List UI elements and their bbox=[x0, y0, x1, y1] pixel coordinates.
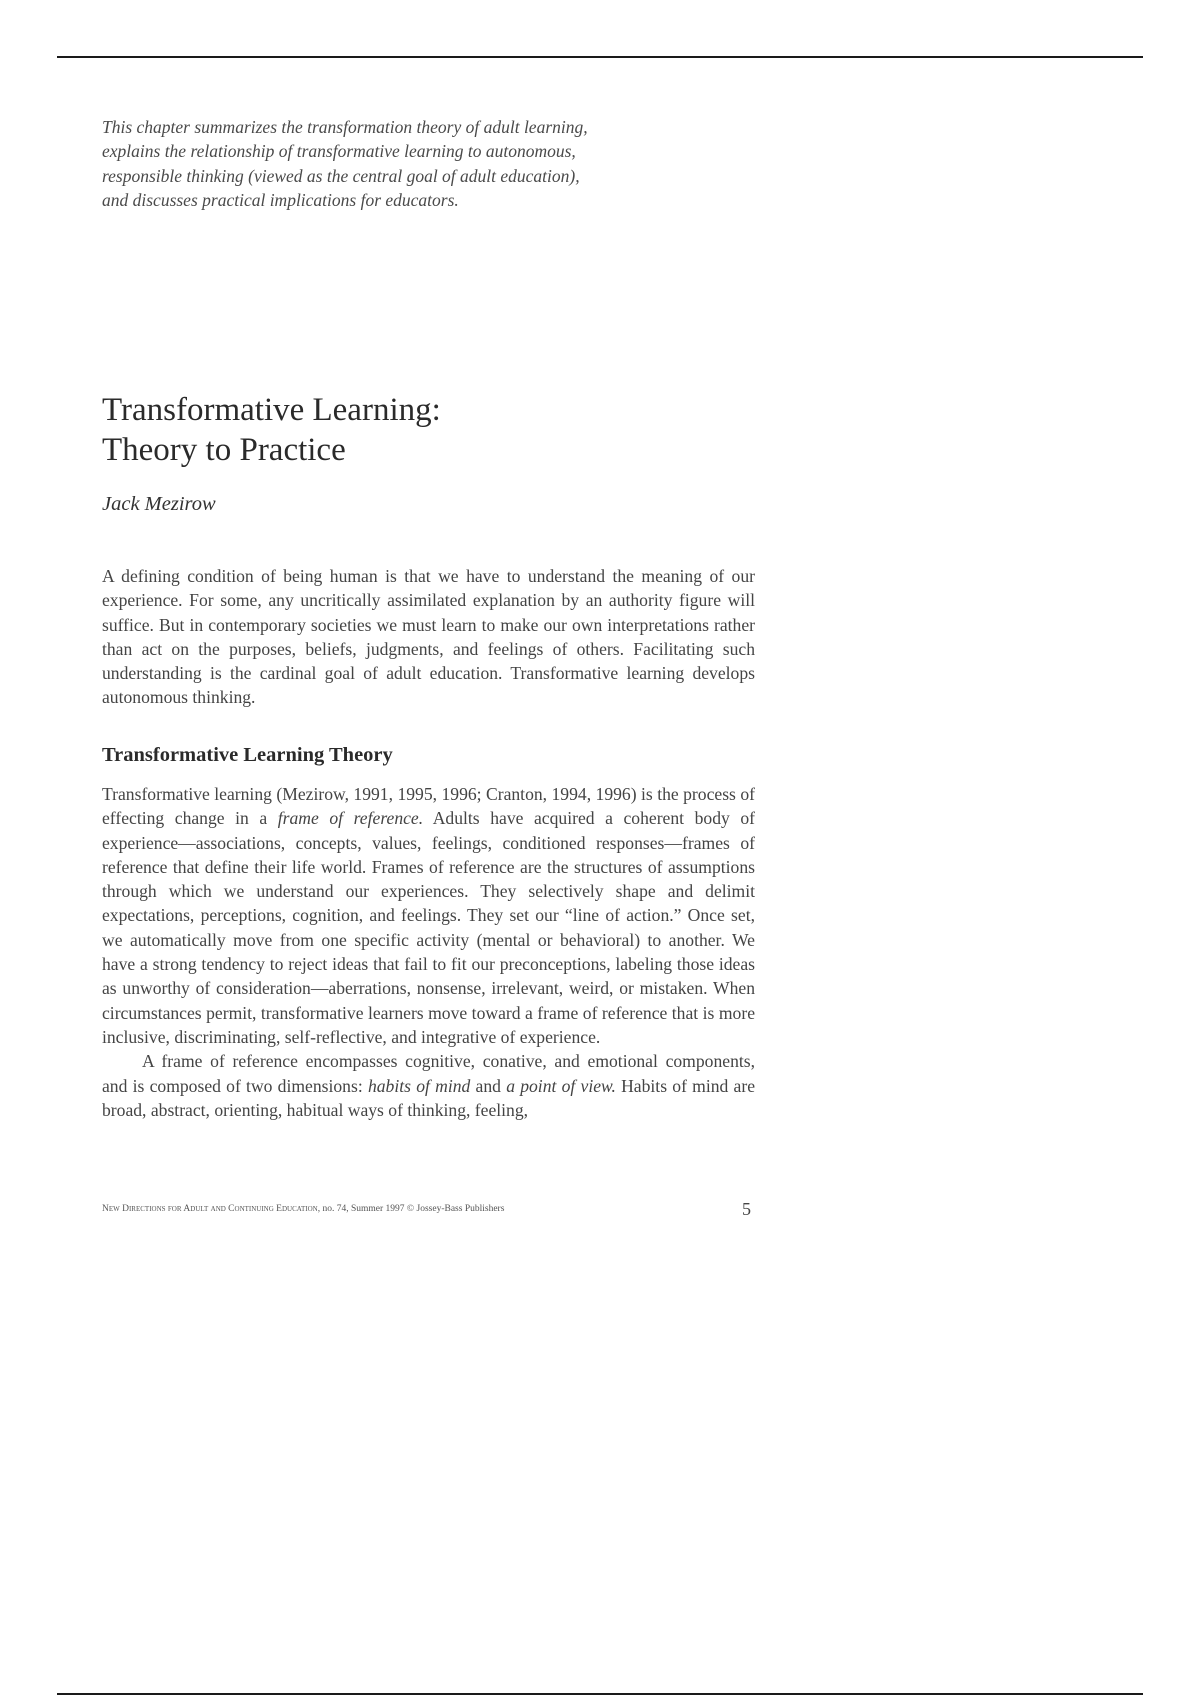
body-text-run: Transformative learning (Mezirow, 1991, 1995, 1996; Cranton, 1994, 1996) is the process of effecting change in a bbox=[102, 784, 755, 829]
body-paragraph-2 bbox=[102, 1049, 755, 1122]
title-line-1: Transformative Learning: bbox=[102, 392, 441, 428]
section-heading: Transformative Learning Theory bbox=[102, 744, 393, 766]
abstract-line: and discusses practical implications for educators. bbox=[102, 190, 459, 211]
page-number: 5 bbox=[742, 1199, 751, 1219]
body-text-run: and bbox=[470, 1075, 507, 1096]
abstract-line: This chapter summarizes the transformation theory of adult learning, bbox=[102, 117, 588, 137]
abstract-line: explains the relationship of transformative learning to autonomous, bbox=[102, 141, 576, 162]
body-emphasis: a point of view. bbox=[506, 1075, 616, 1096]
title-line-2: Theory to Practice bbox=[102, 432, 346, 468]
author-name: Jack Mezirow bbox=[102, 493, 216, 515]
chapter-abstract bbox=[102, 115, 662, 213]
body-emphasis: habits of mind bbox=[367, 1075, 471, 1096]
abstract-line: responsible thinking (viewed as the central goal of adult education), bbox=[102, 165, 580, 186]
intro-paragraph bbox=[102, 564, 755, 710]
intro-text: A defining condition of being human is that we have to understand the meaning of our experience. For some, any uncritically assimilated explanation by an authority figure will suffice. But in contemporary societies we must learn to make our own interpretations rather than act on the purposes, beliefs, judgments, and feelings of others. Facilitating such understanding is the cardinal goal of adult education. Transformative learning develops autonomous thinking. bbox=[102, 566, 755, 708]
body-emphasis: frame of reference. bbox=[277, 808, 424, 829]
journal-name: New Directions for Adult and Continuing Education, bbox=[102, 1204, 321, 1214]
top-rule bbox=[57, 56, 1143, 58]
chapter-title bbox=[102, 390, 755, 470]
section-body bbox=[102, 782, 755, 1122]
body-text-run: Habits of mind are broad, abstract, orienting, habitual ways of thinking, feeling, bbox=[102, 1075, 756, 1120]
body-text-run: Adults have acquired a coherent body of experience—associations, concepts, values, feelings, conditioned responses—frames of reference that define their life world. Frames of reference are the structures of assumptions through which we understand our experiences. They selectively shape and delimit expectations, perceptions, cognition, and feelings. They set our “line of action.” Once set, we automatically move from one specific activity (mental or behavioral) to another. We have a strong tendency to reject ideas that fail to fit our preconceptions, labeling those ideas as unworthy of consideration—aberrations, nonsense, irrelevant, weird, or mistaken. When circumstances permit, transformative learners move toward a frame of reference that is more inclusive, discriminating, self-reflective, and integrative of experience. bbox=[102, 808, 756, 1047]
body-text-run: A frame of reference encompasses cognitive, conative, and emotional components, and is composed of two dimensions: bbox=[102, 1051, 755, 1096]
journal-issue: no. 74, Summer 1997 © Jossey-Bass Publishers bbox=[320, 1204, 505, 1214]
bottom-rule bbox=[57, 1693, 1143, 1695]
journal-footer bbox=[102, 1204, 504, 1214]
body-paragraph-1 bbox=[102, 782, 755, 1049]
